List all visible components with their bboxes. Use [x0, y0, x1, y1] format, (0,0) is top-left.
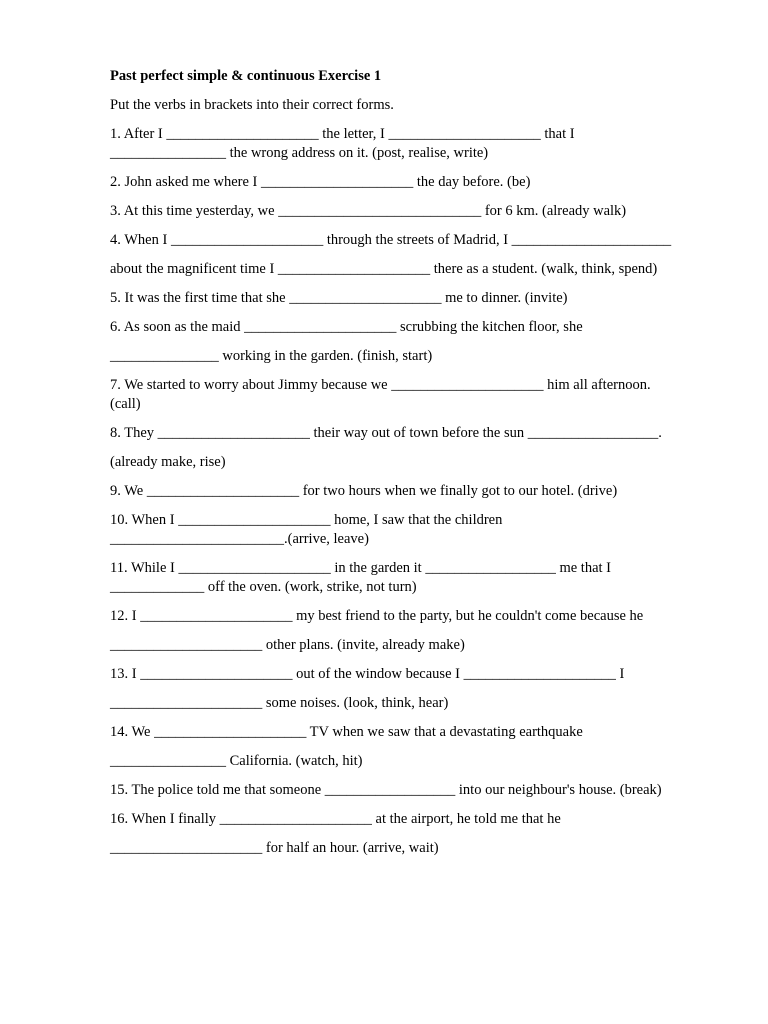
exercise-paragraph: [110, 347, 710, 366]
exercise-paragraph: [110, 559, 710, 597]
exercise-line: 3. At this time yesterday, we ____________________________ for 6 km. (already walk): [110, 203, 627, 219]
exercise-line: 6. As soon as the maid _____________________ scrubbing the kitchen floor, she: [110, 319, 583, 335]
exercise-line: ________________ California. (watch, hit): [110, 753, 363, 769]
exercise-paragraph: [110, 260, 710, 279]
exercise-paragraph: [110, 810, 710, 829]
exercise-line: (call): [110, 396, 141, 412]
exercise-paragraph: [110, 511, 710, 549]
exercise-line: 10. When I _____________________ home, I saw that the children: [110, 512, 503, 528]
exercise-line: 4. When I _____________________ through the streets of Madrid, I ______________________: [110, 232, 672, 248]
exercise-paragraph: [110, 781, 710, 800]
exercise-paragraph: [110, 173, 710, 192]
exercise-paragraph: [110, 694, 710, 713]
exercise-paragraph: [110, 424, 710, 443]
exercise-line: 14. We _____________________ TV when we saw that a devastating earthquake: [110, 724, 583, 740]
exercise-paragraph: [110, 318, 710, 337]
exercise-paragraph: [110, 607, 710, 626]
exercise-list: [110, 125, 710, 858]
exercise-paragraph: [110, 125, 710, 163]
exercise-paragraph: [110, 376, 710, 414]
exercise-line: _____________________ other plans. (invite, already make): [110, 637, 465, 653]
exercise-line: 16. When I finally _____________________ at the airport, he told me that he: [110, 811, 561, 827]
exercise-paragraph: [110, 231, 710, 250]
exercise-line: _____________________ for half an hour. (arrive, wait): [110, 840, 439, 856]
exercise-line: 12. I _____________________ my best friend to the party, but he couldn't come because he: [110, 608, 644, 624]
exercise-line: 13. I _____________________ out of the window because I _____________________ I: [110, 666, 625, 682]
exercise-paragraph: [110, 453, 710, 472]
exercise-line: 5. It was the first time that she _____________________ me to dinner. (invite): [110, 290, 568, 306]
exercise-line: _______________ working in the garden. (finish, start): [110, 348, 433, 364]
exercise-line: 1. After I _____________________ the letter, I _____________________ that I: [110, 126, 575, 142]
exercise-paragraph: [110, 482, 710, 501]
exercise-line: _____________________ some noises. (look, think, hear): [110, 695, 449, 711]
exercise-paragraph: [110, 636, 710, 655]
exercise-paragraph: [110, 723, 710, 742]
exercise-line: ________________________.(arrive, leave): [110, 531, 369, 547]
exercise-paragraph: [110, 839, 710, 858]
exercise-line: 8. They _____________________ their way out of town before the sun __________________.: [110, 425, 662, 441]
instructions: Put the verbs in brackets into their correct forms.: [110, 97, 394, 113]
exercise-line: 9. We _____________________ for two hours when we finally got to our hotel. (drive): [110, 483, 618, 499]
page-title: Past perfect simple & continuous Exercise 1: [110, 68, 382, 84]
exercise-line: ________________ the wrong address on it. (post, realise, write): [110, 145, 489, 161]
exercise-line: 15. The police told me that someone __________________ into our neighbour's house. (break): [110, 782, 662, 798]
exercise-line: about the magnificent time I _____________________ there as a student. (walk, think, spend): [110, 261, 658, 277]
exercise-paragraph: [110, 289, 710, 308]
exercise-line: 2. John asked me where I _____________________ the day before. (be): [110, 174, 531, 190]
exercise-paragraph: [110, 202, 710, 221]
exercise-line: 11. While I _____________________ in the garden it __________________ me that I: [110, 560, 611, 576]
exercise-paragraph: [110, 752, 710, 771]
worksheet-page: [110, 67, 710, 868]
exercise-line: _____________ off the oven. (work, strike, not turn): [110, 579, 417, 595]
exercise-line: (already make, rise): [110, 454, 226, 470]
exercise-line: 7. We started to worry about Jimmy because we _____________________ him all afternoon.: [110, 377, 651, 393]
exercise-paragraph: [110, 665, 710, 684]
